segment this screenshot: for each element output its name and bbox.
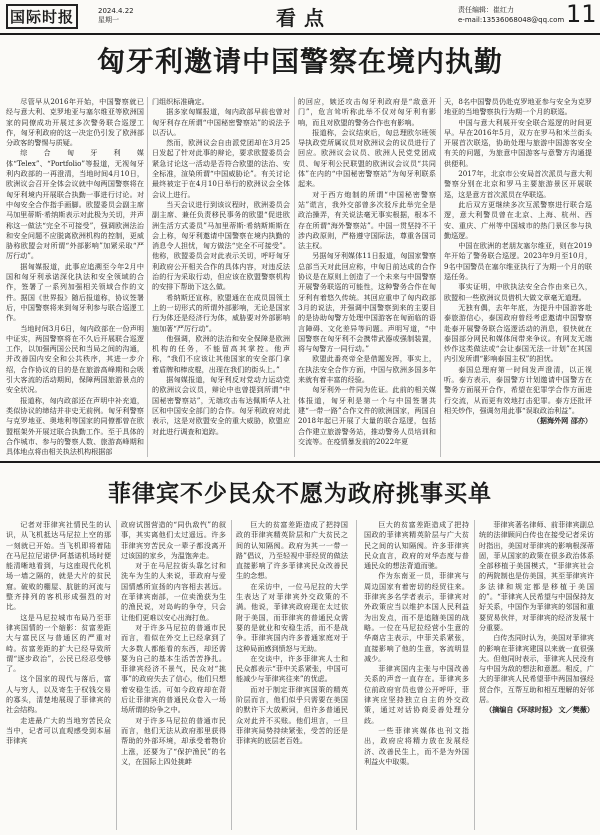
editor-name: 责任编辑：崔红力: [458, 6, 514, 14]
article1-column-4: [444, 97, 592, 459]
paragraph: 政府试图营造的“同仇敌忾”的叙事，其实离他们太过遥远。许多菲律宾穷苦民众一辈子都没离开过该国的家乡，为温饱奔走。: [121, 520, 226, 560]
paragraph: 对于在马尼拉街头靠乞讨和洗车为生的人来说，菲政府与爱国情感所宣扬的内容相去甚远。在菲律宾南部，一位卖渔获为生的渔民说，对岛屿的争夺，只会让他们更难以安心出海打鱼。: [121, 561, 226, 622]
date-line: 2024.4.22: [98, 7, 134, 15]
paragraph: 这是马尼拉城市布局乃至菲律宾国情的一个缩影：贫富差距大与富民区与普通区的严重对峙。贫富差距的扩大已经导致所谓“逐步政治”，公民已经忍受够了。: [6, 612, 111, 674]
paragraph: 白传杰同时认为，美国对菲律宾的影响在菲律宾建国以来就一直很强大。但他同时表示，菲律宾人民没有与中国为敌的想法和意愿。相反，广大的菲律宾人民希望菲中两国加强经贸合作，互帮互助和相互理解的好邻居。: [479, 633, 594, 705]
paragraph: 据匈媒报道，匈牙利反对党动力运动党的欧洲议会议员，辩论中也曾提到所谓“中国秘密警察站”，无端攻击布达佩斯华人社区和中国安全部门的合作。匈牙利政府对此表示，这是对欧盟安全的重大威胁，欧盟应对此进行调查和追踪。: [152, 375, 290, 436]
article1-credit: （据海外网 邵亦）: [532, 416, 592, 426]
article2-credit: （摘编自《环球时报》 文／樊薇）: [485, 705, 594, 715]
paragraph: 菲律宾国内主张与中国改善关系的声音一直存在。菲律宾多位前政府官员也曾公开呼吁，菲律宾应坚持独立自主的外交政策，通过对话协商妥善处理分歧。: [364, 664, 469, 725]
paragraph: 这个国家的现代与落后，富人与穷人，以及寄生于权钱交易的寡头，清楚地展现了菲律宾的社会结构。: [6, 674, 111, 715]
paragraph: 泰国总理府第一时间发声澄清，以正视听。泰方表示，泰国警方计划邀请中国警方在警务方面展开合作，希望在犯罪学合作方面进行交流，从而更有效地打击犯罪。泰方还批评相关炒作，强调勿用此事“误取政治利益”。: [444, 364, 592, 415]
newspaper-logo: [6, 4, 80, 29]
column-divider: [231, 520, 232, 830]
paragraph: 对于许多马尼拉的普通市民而言，他们无法从政府那里获得帮助的外部环境，却承受着物价上涨，还要为了“保护渔民”的名义，在国际上四处挑衅: [121, 715, 226, 766]
paragraph: 中国与意大利展开安全联合巡逻的时间更早。早在2016年5月，双方在罗马和米兰街头开展首次联巡，协助处理与旅游中国游客安全有关的问题，为旅意中国游客与意警方沟通提供便利。: [444, 117, 592, 168]
paragraph: 天，8名中国警员仍赴克罗地亚参与安全为克罗地亚的当地警察执行为期一个月的联巡。: [444, 97, 592, 117]
paragraph: 此后双方更继续多次互派警察进行联合巡逻，意大利警员曾在北京、上海、杭州、西安、重庆、广州等中国城市的热门景区参与执勤巡逻。: [444, 199, 592, 240]
paragraph: 尽管早从2016年开始，中国警察就已经与意大利、克罗地亚与塞尔维亚等欧洲国家的同僚成功开展过多次警务联合巡逻工作，匈牙利政府的这一决定仍引发了欧洲部分政客的警惕与质疑。: [6, 97, 144, 148]
paragraph: 中国在欧洲的老朋友塞尔维亚，则在2019年开始了警务联合巡逻。2023年9月至10月，9名中国警员在塞尔维亚执行了为期一个月的联巡任务。: [444, 241, 592, 282]
paragraph: 在交谈中，许多菲律宾人士和民众都表示“菲中关系紧张，中国可能减少与菲律宾往来”的忧虑。: [236, 653, 348, 684]
article1-column-2: [152, 97, 290, 459]
article2-column-4: [364, 520, 469, 830]
paragraph: 作为东南亚一员，菲律宾与周边国家有着密切的经贸往来。菲律宾多名学者表示，菲律宾对外政策应当以维护本国人民利益为出发点，而不是追随美国的战略。一位在马尼拉经营小生意的华裔店主表示，中菲关系紧张，直接影响了他的生意，客流明显减少。: [364, 571, 469, 663]
column-divider: [116, 520, 117, 830]
paragraph: 然而，欧洲议会自由派党团却在3月25日发起了针对此事的辩论，要求欧盟委员会紧急讨论这一活动是否符合欧盟的法治、安全标准，渲染所谓“中国威胁论”。有关讨论最终被定于在4月10日举行的欧洲议会全体会议上进行。: [152, 138, 290, 199]
paragraph: 对于许多马尼拉的普通市民而言，看似在外交上已经拿到了大多数人都能看的东西，却还需要为自己的基本生活苦苦挣扎。菲律宾经济不景气，民众对“挑事”的政府失去了信心，他们只想着安稳生活。可如今政府却在背后让菲律宾的普通民众卷入一场场所谓的纷争之中。: [121, 622, 226, 715]
section-title: 看点: [276, 6, 332, 30]
paragraph: 走进最广大的当地穷苦民众当中，记者可以直观感受到本届菲律宾: [6, 715, 111, 746]
paragraph: 门组织标准确定。: [152, 97, 209, 106]
paragraph: 无独有偶，去年年底，为提升中国游客赴泰旅游信心，泰国政府曾经考虑邀请中国警察赴泰开展警务联合巡逻活动的消息，很快就在泰国部分网民和媒体间带来争议。有网友无端炒作这类做法或“会让泰国无法一计划”在其国内引发所谓“影响泰国主权”的担忧。: [444, 302, 592, 364]
editor-info: [458, 5, 564, 25]
paragraph: 希纳斯还宣称，欧盟通在在成员国领土上的一切形式的所谓外部影响，无论是国家行为体还是经济行为体，威胁要对外部影响施加著“严厉行动”。: [152, 292, 290, 333]
paragraph: 巨大的贫富差距造成了把持国政的菲律宾精英阶层与广大贫民之间的认知隔阂。许多菲律宾民众直言，政府的对华态度与普通民众的想法背道而驰。: [364, 520, 469, 571]
article1-headline: 匈牙利邀请中国警察在境内执勤: [96, 45, 503, 78]
paragraph: 一些菲律宾媒体也刊文指出，政府应将精力放在发展经济、改善民生上，而不是为外国利益火中取栗。: [364, 725, 469, 766]
article1-column-1: [6, 97, 144, 459]
article2-column-2: [121, 520, 226, 830]
column-divider: [356, 520, 357, 830]
section-rule: [0, 461, 600, 463]
paragraph: 综合匈牙利媒体“Telex”、“Portfolio”等报道，无视匈牙利内政部的一再澄清，当地时间4月10日，欧洲议会召开全体会议就中匈两国警察将在匈牙利境内开展联合执勤一事进行讨论。对中匈安全合作指手画脚。欧盟委员会副主席马加里蒂斯·希纳斯表示对此极为关切，并声称这一做法“完全不可接受”，强调欧洲法治和安全问题不应脱离欧洲机构的控制，更威胁称欧盟会对所谓“外部影响”加紧采取“严厉行动”。: [6, 148, 144, 261]
page-number: 11: [566, 0, 597, 28]
article2-column-3: [236, 520, 348, 830]
column-divider: [440, 97, 441, 457]
article1-column-3: [298, 97, 436, 459]
weekday-line: 星期一: [98, 16, 119, 24]
paragraph: 当天会议进行到该议程时，欧洲委员会副主席、兼任负责移民事务的欧盟“促进欧洲生活方式委员”马加里蒂斯·希纳斯斯斯在会上称，匈牙利邀请中国警察在境内执勤的消息令人担忧，匈方做法“完全不可接受”。他称，欧盟委员会对此表示关切，呼吁匈牙利政府公开相关合作的具体内容，对违反法治的行为采取行动，但应该在欧盟警察机构的安排下帮助下这么做。: [152, 199, 290, 292]
logo-mark: 国际时报: [6, 4, 78, 29]
paragraph: 而对于制定菲律宾国策的精英阶层而言，他们似乎只需要在美国的默许下大放厥词，但许多普通民众对此并不买账。他们坦言，一旦菲律宾局势持续紧张，受苦的还是菲律宾的底层老百姓。: [236, 684, 348, 746]
paragraph: 他强调，欧洲的法治和安全保障是欧洲机构的任务，不能留高其掌控。他声称，“我们不应该让其他国家的安全部门拿着盾牌和棒皮棍，出现在我们的街头上。”: [152, 333, 290, 374]
column-divider: [294, 97, 295, 457]
paragraph: 2017年，北京市公安局首次派员与意大利警察分别在北京和罗马主要旅游景区开展联巡，这是意方首次派员在华联巡。: [444, 169, 592, 199]
paragraph: 巨大的贫富差距造成了把持国政的菲律宾精英阶层和广大贫民之间的认知隔阂。政府为其一一带一路”倡议，乃至轻视中菲经贸的做法直接影响了许多菲律宾民众改善民生的念想。: [236, 520, 348, 581]
article2-headline: 菲律宾不少民众不愿为政府挑事买单: [108, 481, 492, 507]
paragraph: 据匈媒报道，此事应追溯至今年2月中国和匈牙利承诺深化执法和安全领域的合作，签署了一系列加强相关领域合作的文件。据国《世界报》随后报道称，协议签署后，中国警察将来到匈牙利参与联合巡逻工作。: [6, 261, 144, 323]
editor-email: e-mail:13536068048@qq.com: [458, 16, 565, 24]
paragraph: 报道称，匈内政部还在声明中补充道，类似协议的缔结并非史无前例。匈牙利警察与克罗地亚、奥地利等国家的同僚都曾在欧盟框架外开展过联合执勤工作。至于具体的合作城市、参与的警察人数、旅游高峰期和具体地点将由相关执法机构根据部: [6, 395, 144, 457]
paragraph: 匈牙利外一件同为佐证。此前的相关媒体报道，匈牙利是第一个与中国签署共建“一带一路”合作文件的欧洲国家，两国自2018年起已开展了大量的联合巡逻，包括合作建立旅游警务站，推动警务人员培训和交流等。在疫情暴发前的2022年夏: [298, 385, 436, 446]
paragraph: 在采访中，一位马尼拉的大学生表达了对菲律宾外交政策的不满。他说，菲律宾政府现在太过依附于美国，而菲律宾的普通民众需要的是就业和安稳生活，而不是战争。菲律宾国内许多普通家庭对于这种局面感到愤怒与无助。: [236, 581, 348, 653]
article2-column-1: [6, 520, 111, 830]
paragraph: 菲律宾著名律师、前菲律宾副总统的法律顾问白传也在接受记者采访时指出，美国对菲律宾的影响根深蒂固，菲从国家的政策在很多政治体系全部移植于美国模式，“菲律宾社会的两院制也是仿美国，其至菲律宾许多法律和规定都是移植于美国的”。“菲律宾人民希望与中国保持友好关系，中国作为菲律宾的邻国和重要贸易伙伴，对菲律宾的经济发展十分重要。: [479, 520, 594, 632]
paragraph: 的回应，嫉还攻击匈牙利政府是“敌意开门”，危言耸听称此举不仅对匈牙利有影响，而且对欧盟的警务合作也有影响。: [298, 97, 436, 127]
column-divider: [147, 97, 148, 457]
paragraph: 另据匈牙利媒体11日报道，匈国家警察总部当天对此回应称，中匈日前达成的合作协议是在原则上创造了一个未来与中国警察开展警务联巡的可能性，这种警务合作在匈牙利有着悠久传统。其回应重申了匈内政部3月的说法，并强调中国警察到来的主要目的是协助匈警方处理中国游客在匈面临的语言障碍、文化差异等问题。声明写道，“中国警察在匈牙利不会携带武器或强制装置，将与匈警方一同行动。”: [298, 251, 436, 354]
paragraph: 据多家匈媒报道，匈内政部早前也曾对匈牙利存在所谓“中国秘密警察站”的说法予以否认。: [152, 107, 290, 137]
top-rule: [0, 33, 600, 35]
paragraph: 事实证明，中欧执法安全合作由来已久，欧盟和一些欧洲议员借机大做文章毫无道理。: [444, 282, 592, 302]
paragraph: 欧盟此番亮帝全是借题发挥，事实上，在执法安全合作方面，中国与欧洲多国多年来就有着丰富的经验。: [298, 354, 436, 385]
masthead: [0, 0, 600, 34]
paragraph: 对于西方炮制的所谓“中国秘密警察站”谎言，我外交部曾多次驳斥此举完全是政治操弄，有关说法毫无事实根据，根本不存在所谓“海外警察站”。中国一贯坚持不干涉内政原则，严格遵守国际法，尊重各国司法主权。: [298, 189, 436, 251]
column-divider: [474, 520, 475, 830]
paragraph: 记者对菲律宾社情民生的认识，从飞机抵达马尼拉上空的那一刻就已开始。当飞机即将着陆在马尼拉尼诺伊·阿基诺机场时便能清晰地看到，与这座现代化机场一墙之隔的，就是大片的贫民窟。破败的棚屋、肮脏的河流与整齐排列的客机形成强烈的对比。: [6, 520, 111, 612]
issue-date: [98, 7, 134, 25]
paragraph: 报道称，会议结束后，匈总理欧尔班领导执政党所属议员对欧洲议会的议员进行了回应。欧洲议会议员、欧洲人民党党团成员、匈牙利公民联盟的欧洲议会议员“共同体”在内的“中国秘密警察站”为匈牙利联系起来。: [298, 127, 436, 189]
article2-column-5: [479, 520, 594, 830]
paragraph: 当地时间3月6日，匈内政部在一份声明中证实，两国警察将在不久后开展联合巡逻工作，以加强两国公民和当局之间的沟通，并改善国内安全和公共秩序，其进一步介绍，合作协议的目的是在旅游高峰期和会吸引大客流的活动期间，保障两国旅游景点的安全状况。: [6, 323, 144, 395]
